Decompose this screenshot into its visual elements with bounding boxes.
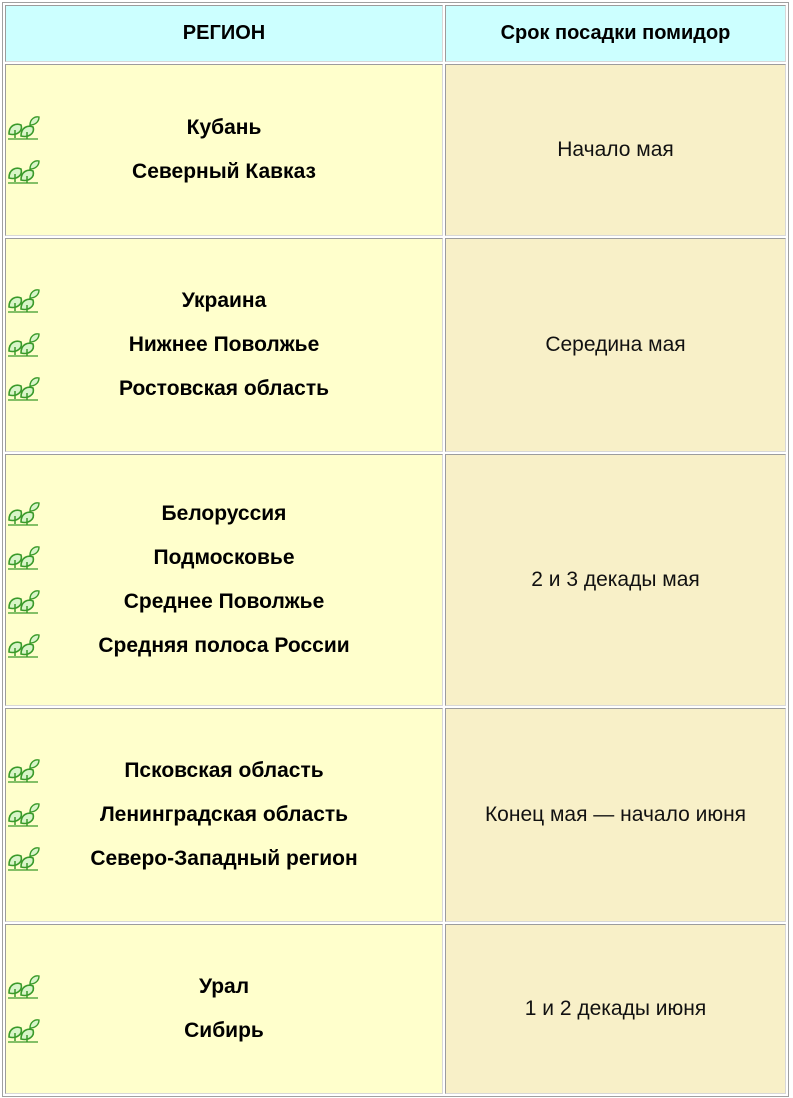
list-item: [6, 150, 442, 194]
region-name: Урал: [198, 975, 250, 998]
region-list: [6, 106, 442, 194]
region-name: Сибирь: [184, 1019, 264, 1042]
header-region: РЕГИОН: [5, 5, 443, 62]
table-row: [5, 924, 786, 1094]
list-item: [6, 624, 442, 668]
region-name: Подмосковье: [153, 546, 295, 569]
region-list: [6, 749, 442, 881]
region-cell: [5, 924, 443, 1094]
seedling-icon: [6, 114, 40, 140]
list-item: [6, 837, 442, 881]
region-cell: [5, 454, 443, 706]
seedling-icon: [6, 1017, 40, 1043]
seedling-icon: [6, 158, 40, 184]
planting-time-cell: Начало мая: [445, 64, 786, 236]
region-list: [6, 279, 442, 411]
seedling-icon: [6, 757, 40, 783]
seedling-icon: [6, 632, 40, 658]
list-item: [6, 1009, 442, 1053]
list-item: [6, 279, 442, 323]
table-row: [5, 454, 786, 706]
region-name: Северо-Западный регион: [90, 847, 358, 870]
region-cell: [5, 64, 443, 236]
list-item: [6, 580, 442, 624]
table-row: [5, 64, 786, 236]
list-item: [6, 106, 442, 150]
region-list: [6, 965, 442, 1053]
region-cell: [5, 708, 443, 922]
table-row: [5, 238, 786, 452]
list-item: [6, 323, 442, 367]
seedling-icon: [6, 801, 40, 827]
region-name: Среднее Поволжье: [123, 590, 325, 613]
table-row: [5, 708, 786, 922]
region-name: Нижнее Поволжье: [128, 333, 320, 356]
planting-time-cell: 1 и 2 декады июня: [445, 924, 786, 1094]
region-name: Псковская область: [124, 759, 324, 782]
region-name: Украина: [181, 289, 267, 312]
seedling-icon: [6, 500, 40, 526]
region-name: Северный Кавказ: [132, 160, 316, 183]
region-cell: [5, 238, 443, 452]
list-item: [6, 492, 442, 536]
header-row: [5, 5, 786, 62]
seedling-icon: [6, 845, 40, 871]
seedling-icon: [6, 375, 40, 401]
region-name: Ростовская область: [118, 377, 330, 400]
region-name: Кубань: [186, 116, 262, 139]
list-item: [6, 965, 442, 1009]
planting-time-cell: Середина мая: [445, 238, 786, 452]
list-item: [6, 367, 442, 411]
list-item: [6, 536, 442, 580]
region-name: Средняя полоса России: [98, 634, 350, 657]
seedling-icon: [6, 588, 40, 614]
header-planting-time: Срок посадки помидор: [445, 5, 786, 62]
seedling-icon: [6, 544, 40, 570]
seedling-icon: [6, 331, 40, 357]
region-name: Белоруссия: [161, 502, 287, 525]
planting-time-cell: Конец мая — начало июня: [445, 708, 786, 922]
seedling-icon: [6, 287, 40, 313]
region-list: [6, 492, 442, 668]
seedling-icon: [6, 973, 40, 999]
list-item: [6, 749, 442, 793]
planting-table: [2, 2, 789, 1097]
region-name: Ленинградская область: [99, 803, 349, 826]
list-item: [6, 793, 442, 837]
planting-time-cell: 2 и 3 декады мая: [445, 454, 786, 706]
